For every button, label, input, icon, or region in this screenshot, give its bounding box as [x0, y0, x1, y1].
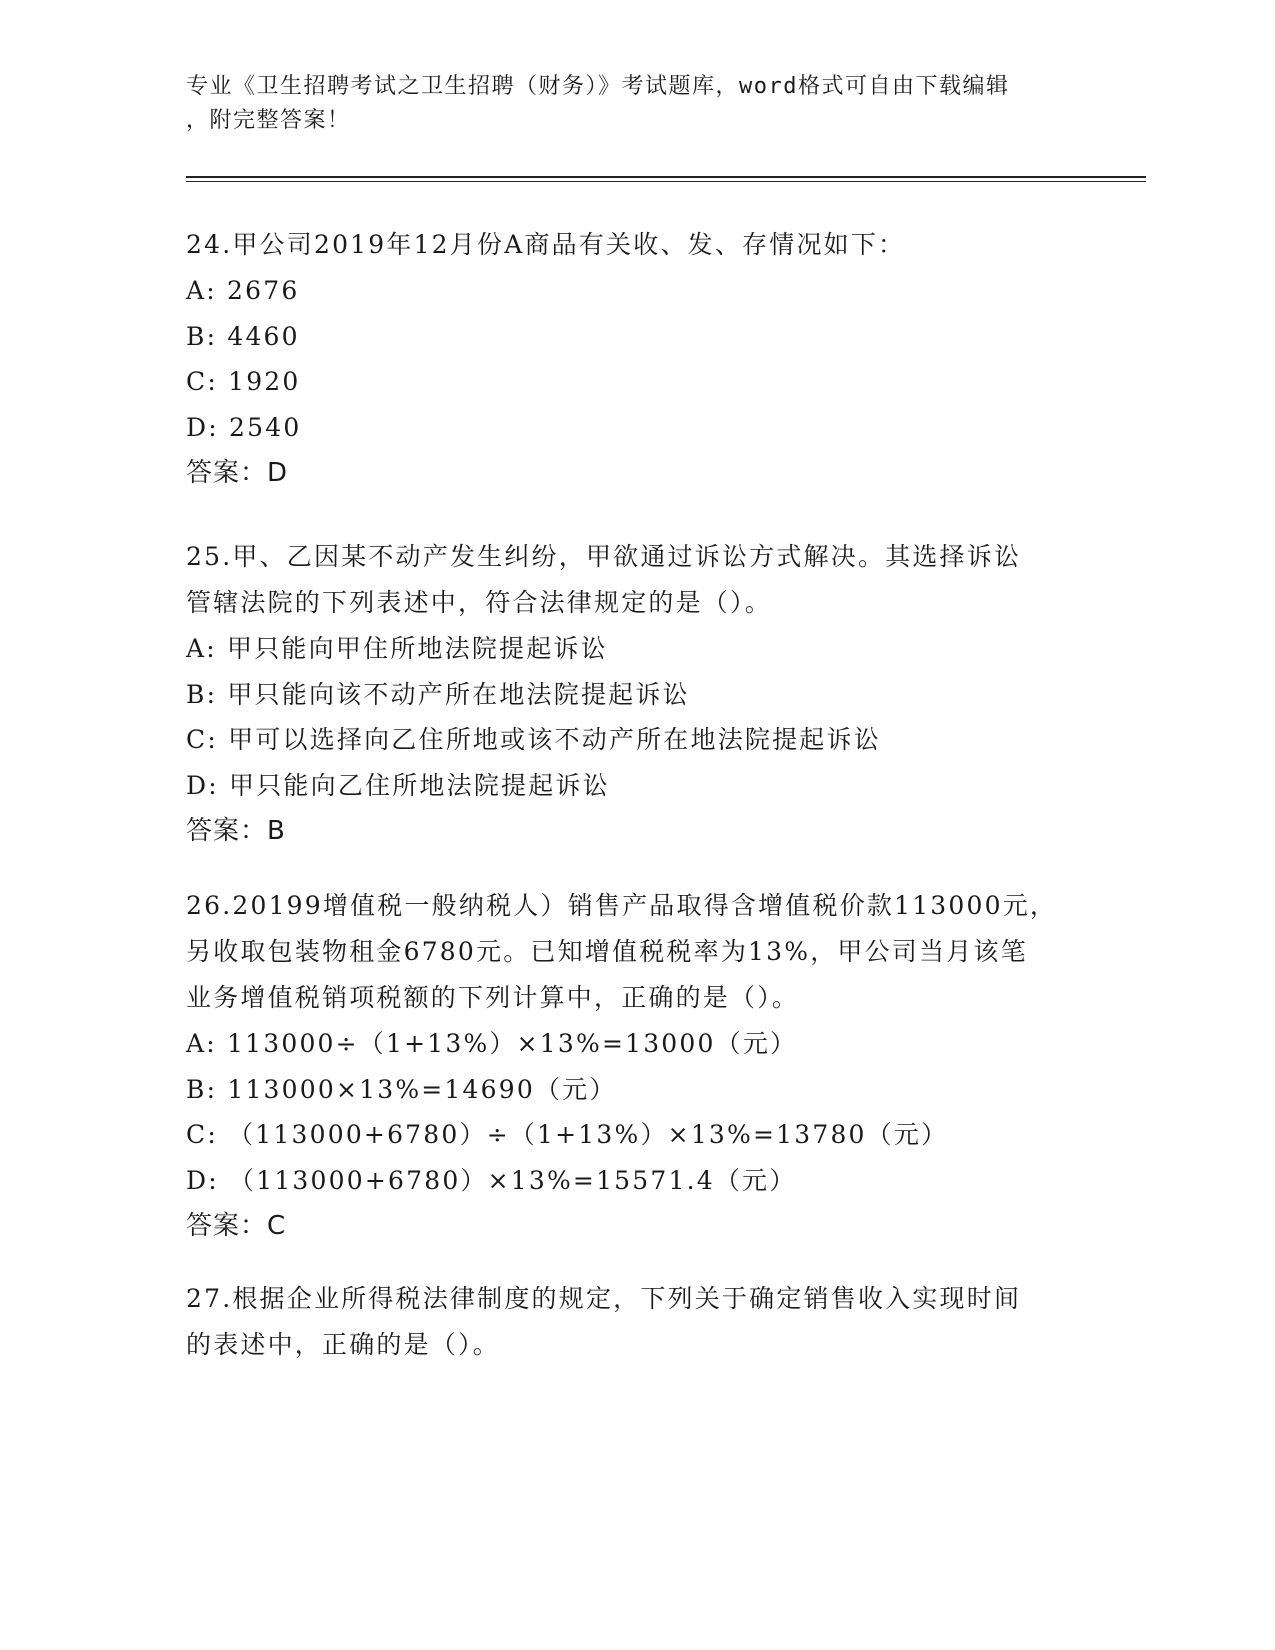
option-b: B: 113000×13%=14690（元） — [186, 1074, 617, 1104]
option-d: D: 甲只能向乙住所地法院提起诉讼 — [186, 770, 610, 800]
option-c: C: （113000+6780）÷（1+13%）×13%=13780（元） — [186, 1120, 949, 1149]
question-stem: 24.甲公司2019年12月份A商品有关收、发、存情况如下： — [186, 230, 906, 259]
document-header — [186, 70, 1086, 138]
answer: 答案：B — [186, 816, 286, 846]
question-27 — [186, 1276, 1086, 1368]
question-26 — [186, 883, 1086, 1249]
option-a: A: 甲只能向甲住所地法院提起诉讼 — [186, 634, 608, 663]
header-line-1: 专业《卫生招聘考试之卫生招聘（财务）》考试题库，word格式可自由下载编辑 — [186, 74, 1010, 99]
header-divider-thin — [186, 181, 1146, 182]
question-stem: 另收取包装物租金6780元。已知增值税税率为13%，甲公司当月该笔 — [186, 937, 1028, 966]
question-stem: 业务增值税销项税额的下列计算中，正确的是（）。 — [186, 983, 800, 1012]
answer: 答案：D — [186, 458, 289, 488]
option-d: D: 2540 — [186, 412, 302, 442]
question-stem: 26.20199增值税一般纳税人）销售产品取得含增值税价款113000元， — [186, 891, 1058, 920]
option-c: C: 1920 — [186, 367, 301, 396]
option-c: C: 甲可以选择向乙住所地或该不动产所在地法院提起诉讼 — [186, 725, 881, 754]
option-a: A: 2676 — [186, 276, 300, 305]
option-d: D: （113000+6780）×13%=15571.4（元） — [186, 1165, 797, 1195]
question-stem: 25.甲、乙因某不动产发生纠纷，甲欲通过诉讼方式解决。其选择诉讼 — [186, 542, 1022, 571]
header-divider-thick — [186, 176, 1146, 178]
header-line-2: ，附完整答案！ — [186, 108, 351, 133]
question-25 — [186, 534, 1086, 854]
question-stem: 管辖法院的下列表述中，符合法律规定的是（）。 — [186, 588, 772, 617]
option-a: A: 113000÷（1+13%）×13%=13000（元） — [186, 1029, 798, 1058]
question-24 — [186, 222, 1086, 496]
question-stem: 的表述中，正确的是（）。 — [186, 1330, 500, 1359]
question-stem: 27.根据企业所得税法律制度的规定，下列关于确定销售收入实现时间 — [186, 1284, 1022, 1313]
answer: 答案：C — [186, 1211, 287, 1241]
option-b: B: 4460 — [186, 321, 300, 351]
option-b: B: 甲只能向该不动产所在地法院提起诉讼 — [186, 679, 690, 709]
